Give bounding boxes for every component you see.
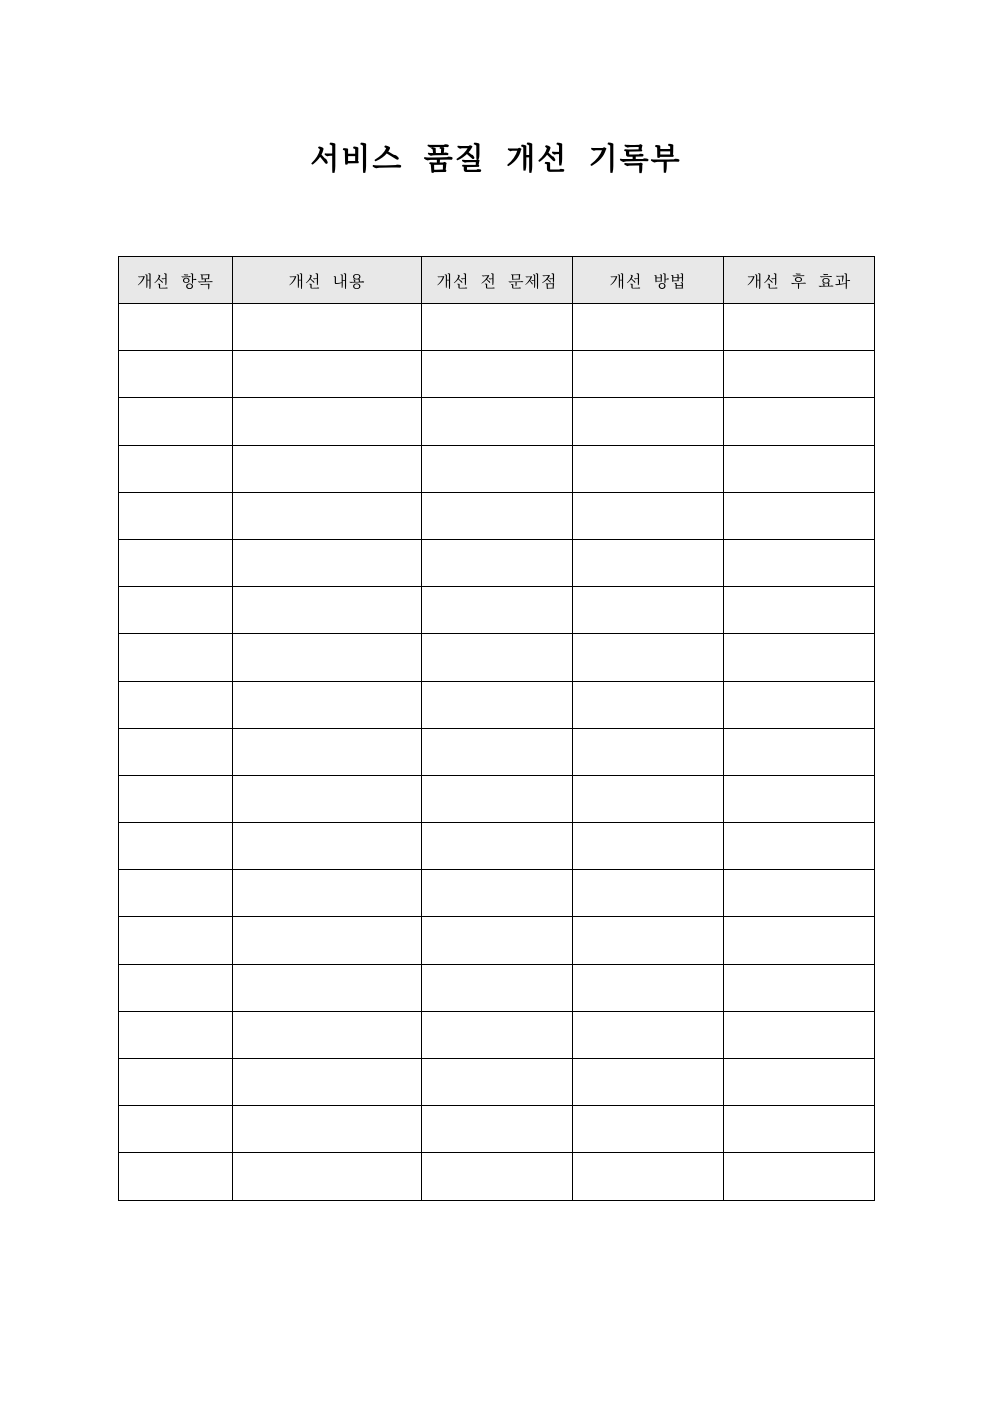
table-cell[interactable] (573, 917, 724, 964)
table-cell[interactable] (233, 304, 422, 351)
table-cell[interactable] (233, 351, 422, 398)
table-cell[interactable] (422, 492, 573, 539)
table-cell[interactable] (422, 964, 573, 1011)
table-cell[interactable] (724, 1153, 875, 1200)
table-cell[interactable] (119, 1059, 233, 1106)
table-row (119, 870, 875, 917)
table-cell[interactable] (422, 1106, 573, 1153)
table-cell[interactable] (422, 539, 573, 586)
table-cell[interactable] (422, 917, 573, 964)
table-cell[interactable] (724, 492, 875, 539)
table-cell[interactable] (724, 1106, 875, 1153)
table-row (119, 351, 875, 398)
table-cell[interactable] (119, 870, 233, 917)
table-row (119, 492, 875, 539)
table-cell[interactable] (233, 823, 422, 870)
table-cell[interactable] (724, 917, 875, 964)
header-effect-after: 개선 후 효과 (724, 257, 875, 304)
table-cell[interactable] (119, 304, 233, 351)
table-cell[interactable] (724, 304, 875, 351)
table-cell[interactable] (119, 398, 233, 445)
table-cell[interactable] (233, 587, 422, 634)
table-row (119, 587, 875, 634)
table-cell[interactable] (422, 351, 573, 398)
table-row (119, 681, 875, 728)
table-cell[interactable] (233, 870, 422, 917)
table-cell[interactable] (233, 964, 422, 1011)
table-cell[interactable] (119, 587, 233, 634)
table-row (119, 304, 875, 351)
table-cell[interactable] (233, 681, 422, 728)
table-cell[interactable] (573, 1011, 724, 1058)
table-row (119, 728, 875, 775)
table-cell[interactable] (573, 823, 724, 870)
table-row (119, 445, 875, 492)
table-cell[interactable] (573, 398, 724, 445)
header-method: 개선 방법 (573, 257, 724, 304)
table-row (119, 539, 875, 586)
table-row (119, 1153, 875, 1200)
header-problem-before: 개선 전 문제점 (422, 257, 573, 304)
table-cell[interactable] (233, 634, 422, 681)
table-cell[interactable] (724, 870, 875, 917)
table-row (119, 823, 875, 870)
table-cell[interactable] (724, 351, 875, 398)
table-cell[interactable] (422, 681, 573, 728)
table-cell[interactable] (233, 539, 422, 586)
table-cell[interactable] (724, 587, 875, 634)
table-cell[interactable] (233, 917, 422, 964)
table-cell[interactable] (573, 634, 724, 681)
table-row (119, 634, 875, 681)
table-cell[interactable] (573, 870, 724, 917)
table-cell[interactable] (119, 634, 233, 681)
table-cell[interactable] (573, 1153, 724, 1200)
table-cell[interactable] (119, 492, 233, 539)
table-cell[interactable] (119, 539, 233, 586)
table-cell[interactable] (573, 1106, 724, 1153)
table-cell[interactable] (573, 728, 724, 775)
improvement-record-table (118, 256, 875, 1201)
table-cell[interactable] (233, 775, 422, 822)
table-cell[interactable] (119, 1011, 233, 1058)
table-row (119, 1059, 875, 1106)
table-row (119, 398, 875, 445)
table-cell[interactable] (119, 445, 233, 492)
header-content: 개선 내용 (233, 257, 422, 304)
table-cell[interactable] (233, 1106, 422, 1153)
table-row (119, 964, 875, 1011)
table-cell[interactable] (573, 1059, 724, 1106)
table-cell[interactable] (724, 775, 875, 822)
table-cell[interactable] (573, 539, 724, 586)
table-cell[interactable] (119, 681, 233, 728)
table-cell[interactable] (573, 492, 724, 539)
table-cell[interactable] (724, 823, 875, 870)
table-cell[interactable] (233, 492, 422, 539)
table-cell[interactable] (119, 775, 233, 822)
table-row (119, 775, 875, 822)
table-cell[interactable] (233, 1011, 422, 1058)
table-cell[interactable] (724, 728, 875, 775)
table-cell[interactable] (724, 964, 875, 1011)
table-cell[interactable] (422, 304, 573, 351)
table-cell[interactable] (724, 681, 875, 728)
table-cell[interactable] (422, 728, 573, 775)
table-row (119, 917, 875, 964)
table-cell[interactable] (233, 445, 422, 492)
table-cell[interactable] (119, 351, 233, 398)
table-cell[interactable] (233, 728, 422, 775)
page-title: 서비스 품질 개선 기록부 (310, 142, 682, 177)
table-cell[interactable] (573, 964, 724, 1011)
table-cell[interactable] (573, 445, 724, 492)
table-row (119, 1106, 875, 1153)
table-cell[interactable] (422, 634, 573, 681)
table-cell[interactable] (573, 304, 724, 351)
table-cell[interactable] (422, 775, 573, 822)
table-cell[interactable] (422, 1059, 573, 1106)
table-cell[interactable] (724, 1059, 875, 1106)
table-cell[interactable] (573, 351, 724, 398)
table-cell[interactable] (573, 681, 724, 728)
table-cell[interactable] (724, 1011, 875, 1058)
table-cell[interactable] (119, 728, 233, 775)
table-cell[interactable] (119, 964, 233, 1011)
table-cell[interactable] (422, 398, 573, 445)
table-cell[interactable] (724, 445, 875, 492)
table-cell[interactable] (233, 1153, 422, 1200)
table-header-row (119, 257, 875, 304)
table-cell[interactable] (422, 1153, 573, 1200)
table-cell[interactable] (422, 870, 573, 917)
table-cell[interactable] (119, 1153, 233, 1200)
header-item: 개선 항목 (119, 257, 233, 304)
table-cell[interactable] (233, 398, 422, 445)
table-cell[interactable] (573, 775, 724, 822)
table-cell[interactable] (422, 445, 573, 492)
table-cell[interactable] (119, 1106, 233, 1153)
table-cell[interactable] (233, 1059, 422, 1106)
table-cell[interactable] (422, 823, 573, 870)
table-cell[interactable] (422, 1011, 573, 1058)
table-cell[interactable] (119, 917, 233, 964)
table-row (119, 1011, 875, 1058)
table-body (119, 304, 875, 1201)
table-cell[interactable] (422, 587, 573, 634)
table-cell[interactable] (119, 823, 233, 870)
table-cell[interactable] (573, 587, 724, 634)
table-cell[interactable] (724, 398, 875, 445)
table-cell[interactable] (724, 634, 875, 681)
table-cell[interactable] (724, 539, 875, 586)
